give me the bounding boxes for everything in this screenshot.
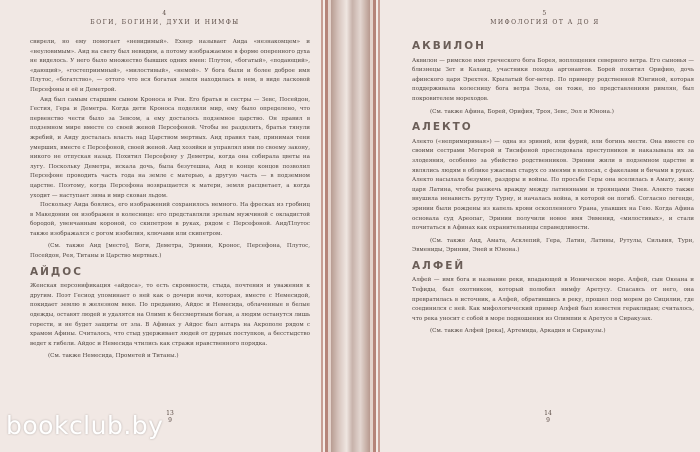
right-page-text	[412, 38, 694, 343]
left-page-number: 13	[166, 410, 174, 417]
right-ornament-border	[370, 0, 382, 452]
book-gutter	[331, 0, 370, 452]
paragraph: свирели, но ему помогает «невидимый». Ехнер называет Аида «незнакомцем» и «неуловимым». Аид на свету был невидим, а потому изображаемое в форме оперенного духа не виделось. У него было множество бывших одних имен: Плутон, «богатый», «подающий», «дающий», «гостеприимный», «милостивый», «немой». У бога были и более доброе имя Плутос, «богатство», — оттого что вся богатая земля находилась в нем, в виде ласковой Персефоны и её и Деметрой.	[30, 39, 310, 93]
cross-reference: (См. также Немесида, Прометей и Титаны.)	[48, 353, 179, 360]
entry-text-akvilon: Аквилон — римское имя греческого бога Борея, воплощения северного ветра. Его сыновья — близнецы Зет и Калаид, участники похода аргонавтов. Борей похитил Орифию, дочь афинского царя Эрехтея. Крылатый бог-ветер. По примеру родственной Юнгиной, которая поддерживала колесницу бога ветра Эола, он тоже, по представлениям римлян, был покровителем мореходов.	[412, 57, 694, 102]
left-running-head-number: 4	[162, 10, 168, 17]
right-page	[370, 0, 700, 452]
watermark-logo: bookclub.by	[6, 411, 164, 440]
entry-text-alekto: Алекто («непримиримая») — одна из эриний, или фурий, или богинь мести. Она вместе со своими сестрами Мегерой и Тисифоной преследовала преступников и наказывала их за злодеяния, особенно за убийство родственников. Эринии жили в подземном царстве и являлись людям в облике ужасных старух со змеями в волосах, с факелами и бичами в руках. Алекто насылала безумие, раздоры и войны. По просьбе Геры она вселилась в Амату, жену царя Латина, чтобы разжечь вражду между латинянами и троянцами Энея. Алекто также внушила ненависть рутулу Турну, и началась война, в которой он погиб. Согласно легенде, эринии были рождены из капель крови оскопленного Урана, упавших на Гею. Когда Афина основала суд Ареопаг, Эринии получили новое имя Эвменид, «милостивых», и стали почитаться в Афинах как охранительницы справедливости.	[412, 138, 694, 232]
cross-reference: (См. также Аид, Амата, Асклепий, Гера, Латин, Латины, Рутулы, Сильвия, Турн, Эвмениды, Эринии, Эней и Юнона.)	[412, 237, 694, 254]
cross-reference: (См. также Аид [место], Боги, Деметра, Эринии, Кронос, Персефона, Плутос, Посейдон, Рея, Титаны и Царство мертвых.)	[30, 243, 310, 260]
left-running-head-title: БОГИ, БОГИНИ, ДУХИ И НИМФЫ	[90, 19, 240, 26]
entry-text-aidos: Женская персонификация «айдоса», то есть скромности, стыда, почтения и уважения к другим. Поэт Гесиод упоминает о ней как о дочери ночи, которая, вместе с Немесидой, покидает землю в железном веке. По преданию, Айдос и Немесида, облаченные в белые одежды, оставят людей и удалятся на Олимп к бессмертным богам, а людям останутся лишь горести, и не будет защиты от зла. В Афинах у Айдос был алтарь на Акрополе рядом с храмом Афины. Считалось, что стыд удерживает людей от дурных поступков, а бесстыдство ведет к гибели. Айдос и Немесида чтились как стражи нравственного порядка.	[30, 283, 310, 347]
right-folio-mark: 9	[546, 417, 550, 424]
right-folio	[538, 410, 558, 424]
right-running-head-title: МИФОЛОГИЯ ОТ А ДО Я	[490, 19, 600, 26]
entry-text-alfei: Алфей — имя бога и название реки, впадающей в Ионическое море. Алфей, сын Океана и Тефиды, был охотником, который полюбил нимфу Аретусу. Спасаясь от него, она превратилась в источник, а Алфей, обратившись в реку, прошел под морем до Сицилии, где соединился с ней. Как мифологический пример Алфей был известен гераклидам; считалось, что река уносит с собой в море подношения из Олимпии к Аретусе в Сиракузах.	[412, 277, 694, 322]
entry-title-aidos: АЙДОС	[30, 265, 83, 278]
entry-title-akvilon: АКВИЛОН	[412, 40, 486, 52]
right-running-head-number: 5	[542, 10, 548, 17]
right-page-number: 14	[544, 410, 552, 417]
left-running-head	[20, 10, 310, 26]
right-running-head	[400, 10, 690, 26]
left-ornament-border	[321, 0, 331, 452]
cross-reference: (См. также Алфей [река], Артемида, Аркадия и Сиракузы.)	[430, 328, 606, 335]
left-page	[0, 0, 331, 452]
left-page-text	[30, 38, 310, 368]
left-folio-mark: 9	[168, 417, 172, 424]
entry-title-alekto: АЛЕКТО	[412, 121, 473, 134]
paragraph: Аид был самым старшим сыном Кроноса и Реи. Его братья и сестры — Зевс, Посейдон, Гестия, Гера и Деметра. Когда дети Кроноса поделили мир, ему было определено, что первенство чести было за Зевсом, а ему досталось подземное царство. Он правил в подземном мире вместе со своей женой Персефоной. Чтобы не разделить, братья тянули жребий, и Аиду досталась власть над Царством мертвых. Аид правил там, принимая тени умерших, вместе с Персефоной, своей женой. Аид хозяйки и управлял ими по своему закону, никого не отпуская назад. Похитил Персефону у Деметры, когда она собирала цветы на лугу. Поскольку Деметра, искала дочь, была безутешна, Аид в конце концов позволил Персефоне проводить часть года на земле с матерью, а другую часть — в подземном царстве. Поэтому, когда Персефона возвращается к матери, земля расцветает, а когда уходит — наступает зима и мир скован льдом.	[30, 96, 310, 199]
paragraph: Поскольку Аида боялись, его изображений сохранилось немного. На фресках из гробниц в Македонии он изображен в колеснице: его представляли зрелым мужчиной с окладистой бородой, увенчанным короной, со скипетром в руках, рядом с Персефоной. Аид/Плутос также изображался с рогом изобилия, ключами или скипетром.	[30, 202, 310, 237]
entry-title-alfei: АЛФЕЙ	[412, 259, 466, 272]
cross-reference: (См. также Афина, Борей, Орифия, Троя, Зевс, Эол и Юнона.)	[430, 108, 614, 115]
